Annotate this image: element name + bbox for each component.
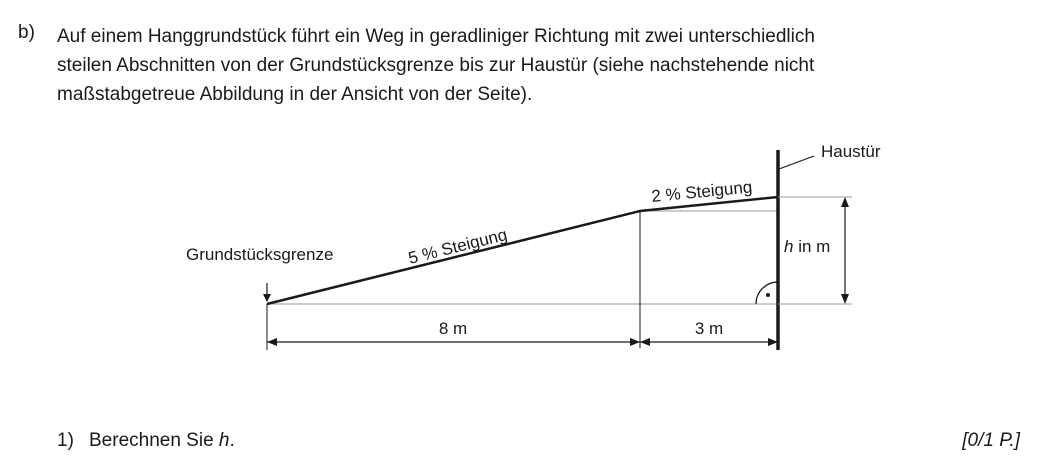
dist1-arrow-left (267, 338, 277, 346)
task-line-3: maßstabgetreue Abbildung in der Ansicht von der Seite). (57, 84, 533, 105)
question-text (89, 430, 235, 452)
task-line-1: Auf einem Hanggrundstück führt ein Weg in geradliniger Richtung mit zwei unterschiedlich (57, 26, 815, 47)
right-angle-dot (766, 293, 770, 297)
height-variable: h (784, 237, 794, 256)
height-label (784, 237, 830, 256)
task-label: b) (18, 22, 35, 43)
right-angle-marker (756, 282, 778, 304)
boundary-arrow-head (263, 294, 271, 302)
slope1-label: 5 % Steigung (406, 224, 510, 268)
height-unit: in m (793, 237, 831, 256)
task-line-2: steilen Abschnitten von der Grundstücksgrenze bis zur Haustür (siehe nachstehende nicht (57, 55, 815, 76)
question-variable: h (218, 430, 230, 451)
question-text-after: . (229, 430, 235, 451)
dist2-label: 3 m (694, 319, 724, 338)
dist1-arrow-right (630, 338, 640, 346)
slope2-label: 2 % Steigung (650, 177, 754, 206)
question-points: [0/1 P.] (962, 430, 1020, 451)
door-leader-line (779, 156, 814, 169)
dist1-label: 8 m (438, 319, 468, 338)
question-text-before: Berechnen Sie (89, 430, 219, 451)
boundary-label: Grundstücksgrenze (186, 245, 334, 264)
height-arrow-top (841, 197, 849, 207)
question-number: 1) (57, 430, 74, 451)
height-arrow-bottom (841, 294, 849, 304)
path-segment-lines (267, 197, 778, 304)
door-label: Haustür (821, 142, 881, 161)
dist2-arrow-left (640, 338, 650, 346)
